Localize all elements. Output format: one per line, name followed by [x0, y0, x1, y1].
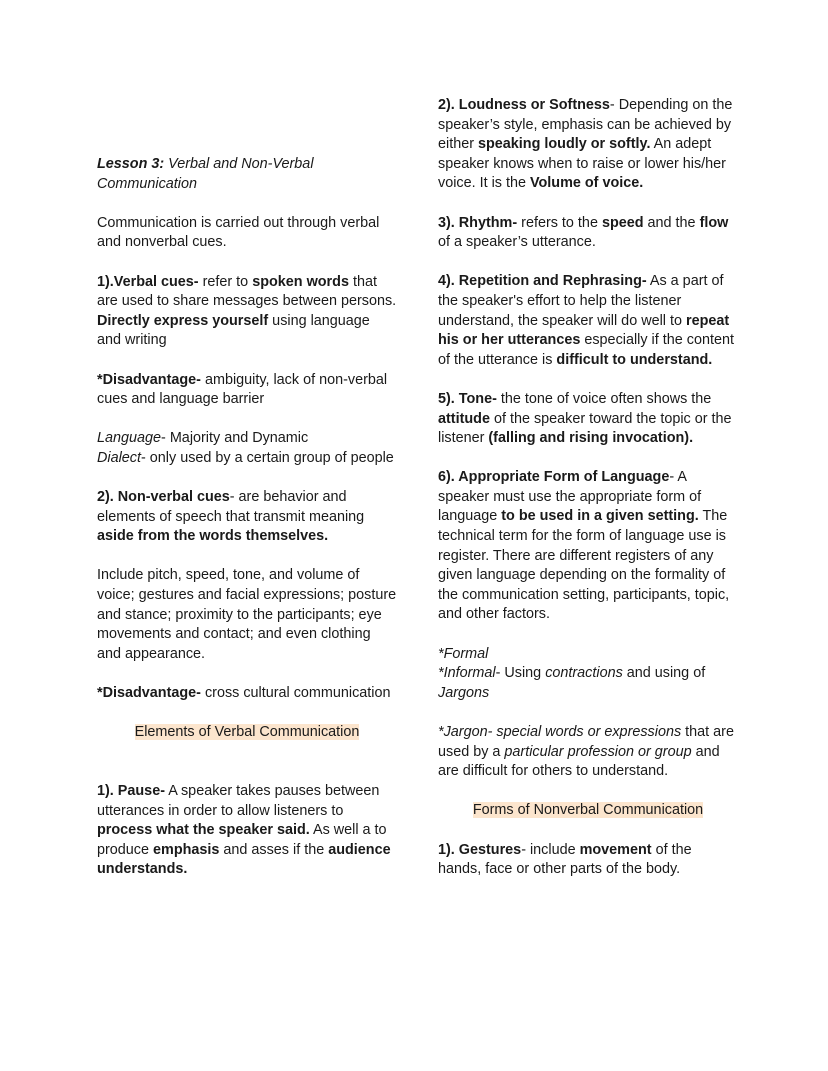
lesson-number: Lesson 3: — [97, 156, 165, 172]
elements-verbal-heading: Elements of Verbal Communication — [134, 724, 360, 741]
left-column — [97, 155, 397, 880]
repetition-paragraph: 4). Repetition and Rephrasing- As a part of the speaker's effort to help the listener understand, the speaker will do well to repeat his or her utterances especially if the content of the utterance is difficult to understand. — [438, 273, 734, 368]
form-of-language-paragraph: 6). Appropriate Form of Language- A speaker must use the appropriate form of language to be used in a given setting. The technical term for the form of language use is register. There are different registers of any given language depending on the formality of the communication setting, participants, topic, and other factors. — [438, 469, 730, 623]
pause-paragraph: 1). Pause- A speaker takes pauses between utterances in order to allow listeners to process what the speaker said. As well a to produce emphasis and asses if the audience understands. — [97, 783, 391, 878]
loudness-paragraph: 2). Loudness or Softness- Depending on the speaker’s style, emphasis can be achieved by either speaking loudly or softly. An adept speaker knows when to raise or lower his/her voice. It is the Volume of voice. — [438, 97, 733, 192]
verbal-disadvantage-paragraph: *Disadvantage- ambiguity, lack of non-verbal cues and language barrier — [97, 371, 388, 408]
right-column — [438, 96, 738, 880]
jargon-paragraph: *Jargon- special words or expressions that are used by a particular profession or group and are difficult for others to understand. — [438, 724, 734, 780]
nonverbal-cues-paragraph: 2). Non-verbal cues- are behavior and elements of speech that transmit meaning aside from the words themselves. — [97, 489, 365, 545]
forms-nonverbal-heading: Forms of Nonverbal Communication — [472, 802, 704, 819]
lesson-subject: Verbal and Non-Verbal Communication — [97, 156, 314, 192]
formal-item: *Formal — [438, 645, 489, 662]
nonverbal-include-paragraph: Include pitch, speed, tone, and volume of voice; gestures and facial expressions; posture and stance; proximity to the participants; eye movements and contact; and even clothing and appearance. — [97, 567, 397, 662]
nonverbal-disadvantage-paragraph: *Disadvantage- cross cultural communication — [97, 685, 391, 702]
intro-paragraph: Communication is carried out through verbal and nonverbal cues. — [97, 214, 380, 251]
tone-paragraph: 5). Tone- the tone of voice often shows the attitude of the speaker toward the topic or the listener (falling and rising invocation). — [438, 390, 732, 447]
dialect-definition: Dialect- only used by a certain group of people — [97, 449, 394, 466]
rhythm-paragraph: 3). Rhythm- refers to the speed and the flow of a speaker’s utterance. — [438, 214, 729, 251]
gestures-paragraph: 1). Gestures- include movement of the hands, face or other parts of the body. — [438, 841, 692, 878]
language-definition: Language- Majority and Dynamic — [97, 430, 309, 447]
lesson-title — [97, 155, 397, 194]
verbal-cues-paragraph: 1).Verbal cues- refer to spoken words that are used to share messages between persons. Directly express yourself using language and writing — [97, 273, 397, 349]
informal-item: *Informal- Using contractions and using of Jargons — [438, 665, 706, 701]
